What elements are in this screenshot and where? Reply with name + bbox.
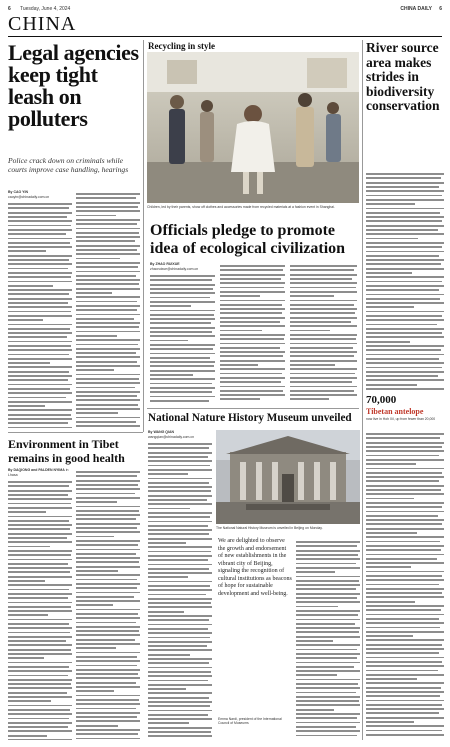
byline-name: By CAO YIN bbox=[8, 190, 28, 194]
recycling-caption: Children, led by their parents, show off clothes and accessories made from recycled materials at a fashion event in Shanghai. bbox=[147, 205, 335, 209]
tibet-headline: Environment in Tibet remains in good health bbox=[8, 437, 125, 465]
legal-byline bbox=[8, 190, 70, 199]
museum-byline bbox=[148, 430, 212, 439]
museum-quote-attribution: Emma Nardi, president of the International Council of Museums bbox=[218, 717, 282, 726]
fashion-show-photo bbox=[147, 52, 359, 203]
officials-body-col2 bbox=[220, 262, 285, 402]
byline-name: By ZHAO RUIXUE bbox=[150, 262, 180, 266]
officials-body-col3 bbox=[290, 262, 357, 402]
page-number: 6 bbox=[8, 6, 11, 12]
section-title: CHINA bbox=[8, 13, 77, 35]
stat-unit: Tibetan antelope bbox=[366, 407, 424, 416]
recycling-section-title: Recycling in style bbox=[148, 41, 215, 51]
tibet-body-col1 bbox=[8, 478, 72, 740]
museum-body-col3 bbox=[296, 538, 360, 740]
byline-email: wangqian@chinadaily.com.cn bbox=[148, 434, 195, 439]
byline-place: in Lhasa bbox=[8, 468, 69, 477]
story-divider bbox=[147, 408, 359, 409]
byline-name: By DAQIONG and PALDEN NYIMA bbox=[8, 468, 65, 472]
river-headline: River source area makes strides in biodiversity conservation bbox=[366, 40, 440, 113]
recycling-photo bbox=[147, 52, 359, 203]
byline-email: zhaoruixue@chinadaily.com.cn bbox=[150, 266, 199, 271]
museum-caption: The National Natural History Museum is unveiled in Beijing on Monday. bbox=[216, 526, 323, 530]
legal-deck: Police crack down on criminals while courts improve case handling, hearings bbox=[8, 156, 129, 174]
byline-email: caoyin@chinadaily.com.cn bbox=[8, 194, 50, 199]
stat-description: now live in Hoh Xil, up from fewer than 20,000 bbox=[366, 417, 436, 421]
issue-date: Tuesday, June 4, 2024 bbox=[20, 6, 71, 12]
legal-body-col2 bbox=[76, 190, 140, 428]
museum-photo bbox=[216, 430, 360, 524]
byline-name: By WANG QIAN bbox=[148, 430, 175, 434]
legal-body-col1 bbox=[8, 200, 72, 428]
museum-headline: National Nature History Museum unveiled bbox=[148, 412, 352, 424]
museum-pull-quote: We are delighted to observe the growth and endorsement of new establishments in the vibrant city of Beijing, signaling the recognition of cultural institutions as beacons of hope for sustainable development and well-being. bbox=[218, 538, 292, 597]
column-divider bbox=[143, 40, 144, 432]
stat-number: 70,000 bbox=[366, 394, 397, 406]
story-divider bbox=[8, 432, 143, 433]
officials-body-col1 bbox=[150, 272, 215, 402]
river-body-top bbox=[366, 170, 444, 392]
river-body-bottom bbox=[366, 430, 444, 740]
tibet-byline bbox=[8, 468, 72, 477]
legal-headline: Legal agencies keep tight leash on polluters bbox=[8, 40, 139, 131]
officials-byline bbox=[150, 262, 214, 271]
publication-name: CHINA DAILY bbox=[400, 6, 432, 12]
tibet-body-col2 bbox=[76, 468, 140, 740]
column-divider bbox=[362, 40, 363, 740]
page-number-right: 6 bbox=[439, 6, 442, 12]
museum-body-col1 bbox=[148, 440, 212, 740]
officials-headline: Officials pledge to promote idea of ecological civilization bbox=[150, 222, 346, 257]
museum-building-photo bbox=[216, 430, 360, 524]
section-divider bbox=[8, 36, 442, 37]
